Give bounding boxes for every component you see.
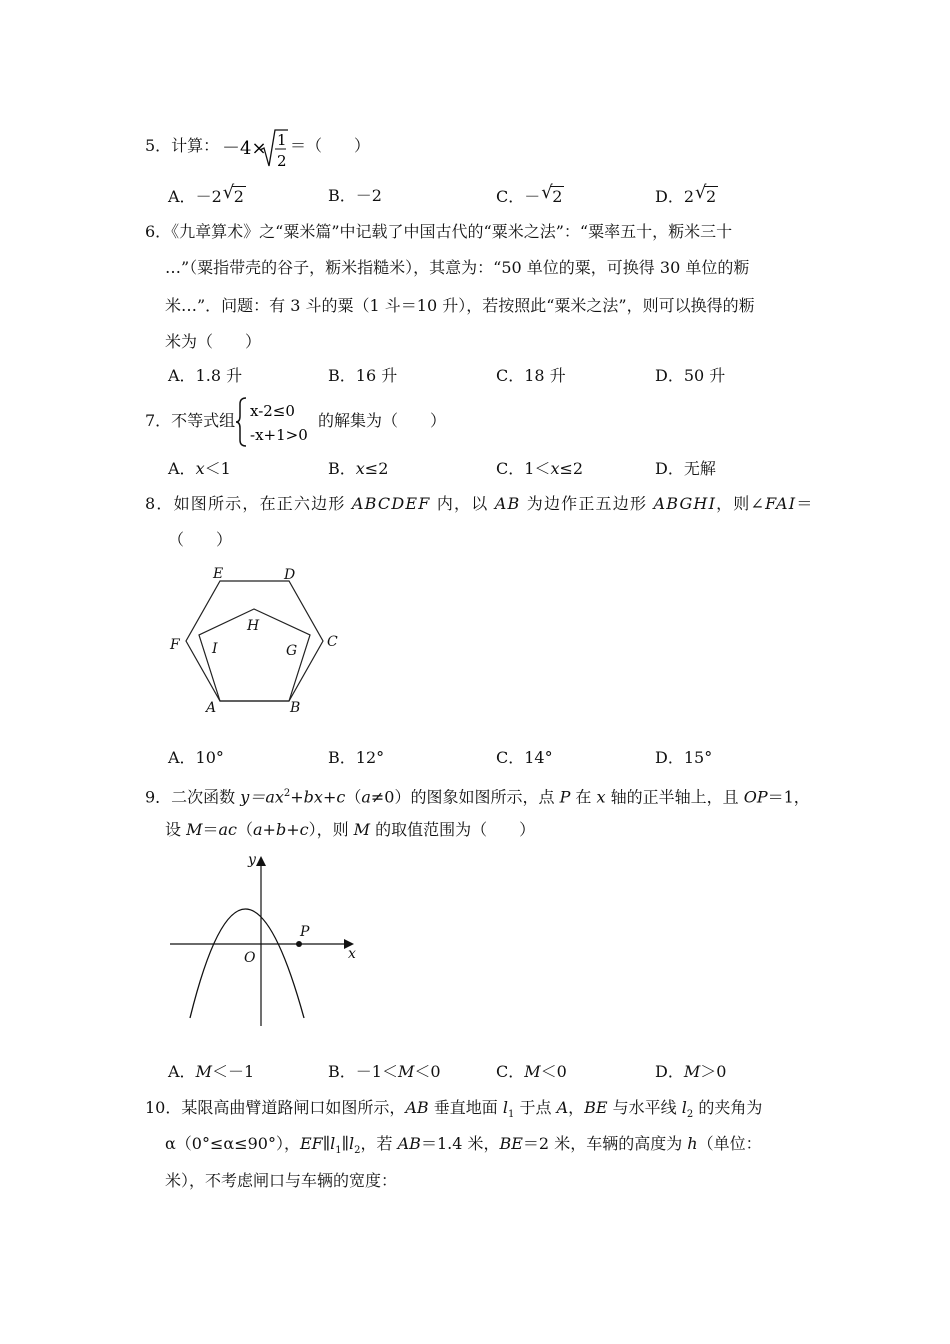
option-label: A． [168,459,196,478]
q5-frac-den: 2 [277,152,287,170]
q8-option-a[interactable] [168,748,224,768]
q10-text: α（0°≤α≤90°）， [165,1134,300,1153]
q10-subscript: 2 [354,1145,361,1157]
q10-text: 垂直地面 [428,1098,503,1117]
option-var: M [195,1062,212,1081]
q10-line-2 [165,1134,762,1161]
option-text: D．50 升 [655,366,726,385]
label-x: x [348,946,356,962]
sqrt-expression [695,182,718,207]
option-label: C． [496,1062,525,1081]
label-O: O [244,950,256,966]
q7-stem-suffix [318,411,446,431]
q8-text: 8．如图所示，在正六边形 [145,494,352,513]
q10-var: l [502,1098,508,1117]
q9-var: M [186,820,203,839]
q5-stem-suffix [290,136,370,156]
label-E: E [213,566,224,582]
option-label: D． [655,459,684,478]
q7-ineq-2: -x+1>0 [250,426,308,444]
q10-line-1 [145,1098,762,1125]
option-var: x [355,459,365,478]
radical-sign-icon: √ [695,182,707,203]
label-G: G [286,643,298,659]
label-F: F [170,637,180,653]
q9-var: x [596,787,606,807]
q6-line-4 [165,332,261,352]
q7-ineq-1: x-2≤0 [250,402,295,420]
q7-prefix: 7．不等式组 [145,411,236,430]
q10-var: l [681,1098,687,1117]
q10-text: 米），不考虑闸口与车辆的宽度： [165,1171,398,1190]
option-var: M [683,1062,701,1081]
option-rest: ＜1 [204,459,231,478]
q10-var: l [349,1134,355,1153]
q10-var: BE [499,1134,523,1153]
q8-option-c[interactable] [496,748,553,768]
q5-option-c[interactable] [496,182,564,207]
q10-var: BE [584,1098,608,1117]
option-rest: ＜－1 [211,1062,255,1081]
radicand: 2 [706,187,717,206]
q8-text: ，则∠ [716,494,766,513]
q10-text: ∥ [341,1134,350,1153]
q10-text: ＝2 米，车辆的高度为 [522,1134,688,1153]
q8-segment: AB [494,494,521,513]
q7-suffix: 的解集为（ ） [318,411,447,430]
q10-text: ，若 [360,1134,398,1153]
label-C: C [327,634,338,650]
q8-option-b[interactable] [328,748,384,768]
option-text: －2 [355,186,382,205]
option-label: A． [168,1062,196,1081]
q6-option-a[interactable] [168,366,242,386]
option-text: B．16 升 [328,366,398,385]
q7-option-d[interactable] [655,459,716,479]
option-text: C．14° [496,748,553,767]
option-text: A．10° [168,748,224,767]
label-D: D [284,567,296,583]
q9-var: OP [743,787,768,807]
q9-line-2 [165,820,535,840]
q10-text: 10．某限高曲臂道路闸口如图所示， [145,1098,406,1117]
q10-text: ∥ [322,1134,331,1153]
option-label: D． [655,1062,684,1081]
option-rest: 无解 [683,459,716,478]
q8-paren: （ ） [168,530,233,549]
q9-text: （ [237,820,254,839]
q7-option-c[interactable] [496,459,583,479]
option-rest: ＜0 [540,1062,567,1081]
option-text: A．1.8 升 [168,366,243,385]
q8-angle: FAI [765,494,797,513]
q9-text: 的取值范围为（ ） [370,820,536,839]
option-pre: －1＜ [355,1062,398,1081]
q9-exponent: 2 [283,788,291,799]
q10-var: A [556,1098,569,1117]
option-var: M [397,1062,415,1081]
q9-text: 轴的正半轴上，且 [605,787,744,807]
q5-frac-num: 1 [277,131,287,149]
radical-sign-icon: √ [541,182,553,203]
option-label: C． [496,459,525,478]
q8-text: ＝ [796,494,814,513]
q6-line-3 [165,296,755,316]
q10-var: h [687,1134,698,1153]
q9-text: 9．二次函数 [145,787,241,807]
label-P: P [300,924,310,940]
q10-line-3 [165,1171,397,1191]
option-text: D．15° [655,748,713,767]
q8-hexagon-name: ABCDEF [351,494,431,513]
label-I: I [212,641,218,657]
q10-text: （单位： [697,1134,762,1153]
option-label: B． [328,186,356,205]
q10-var: l [330,1134,336,1153]
q9-var: ac [218,820,237,839]
option-var: x [195,459,205,478]
q9-text: ＝1， [767,787,810,807]
q8-text: 内，以 [430,494,495,513]
q9-var: P [559,787,571,807]
q5-option-d[interactable] [655,182,718,207]
option-prefix: － [524,187,541,206]
radicand: 2 [552,187,563,206]
q6-text: 6．《九章算术》之“粟米篇”中记载了中国古代的“粟米之法”：“粟率五十，粝米三十 [145,222,733,241]
q9-line-1 [145,784,810,807]
option-var: M [524,1062,541,1081]
q9-var: a [361,787,371,807]
q10-var: EF [299,1134,323,1153]
q5-option-a[interactable] [168,182,246,207]
y-axis-arrow-icon [256,856,266,866]
q6-option-d[interactable] [655,366,725,386]
q8-line-2 [168,530,232,550]
q9-option-d[interactable] [655,1062,726,1082]
label-H: H [247,618,260,634]
option-var: x [550,459,560,478]
q9-var: a+b+c [253,820,309,839]
q7-option-b[interactable] [328,459,388,479]
label-B: B [290,700,301,716]
q10-text: 的夹角为 [693,1098,763,1117]
q6-option-c[interactable] [496,366,566,386]
q10-subscript: 1 [335,1145,342,1157]
option-label: D． [655,187,684,206]
q6-text: 米…”．问题：有 3 斗的粟（1 斗＝10 升），若按照此“粟米之法”，则可以换得的粝 [165,296,755,315]
q9-text: ＝ [202,820,219,839]
option-rest: ≤2 [364,459,389,478]
option-label: C． [496,187,525,206]
sqrt-expression [541,182,564,207]
q7-system [236,396,320,448]
q6-line-2 [165,258,749,278]
option-label: B． [328,1062,356,1081]
q9-text: 在 [570,787,597,807]
option-prefix: 2 [683,187,695,206]
q9-text: ≠0）的图象如图所示，点 [370,787,560,807]
q10-subscript: 1 [508,1109,515,1121]
q5-option-b[interactable] [328,186,382,206]
q5-prefix: 5．计算： [145,136,220,155]
q5-stem [145,136,219,156]
radical-sign-icon: √ [222,182,235,203]
q8-hexagon-pentagon-svg [164,560,354,720]
q9-text: 设 [165,820,187,839]
label-y: y [248,852,256,868]
q9-text: （ [345,787,362,807]
q9-var: M [353,820,371,839]
q6-line-1 [145,222,732,242]
q6-text: 米为（ ） [165,332,262,351]
point-p-marker [296,941,302,947]
q10-var: AB [405,1098,429,1117]
q7-option-a[interactable] [168,459,231,479]
q8-figure [164,560,354,720]
option-text: C．18 升 [496,366,566,385]
left-brace-icon [236,398,246,446]
q9-option-a[interactable] [168,1062,254,1082]
option-text: B．12° [328,748,385,767]
q5-suffix: ＝（ ） [290,136,371,155]
option-rest: ≤2 [559,459,584,478]
q7-system-svg [236,396,320,448]
q10-text: 与水平线 [607,1098,682,1117]
q9-figure [164,850,364,1030]
option-label: A． [168,187,196,206]
q10-subscript: 2 [686,1109,694,1121]
q8-pentagon-name: ABGHI [653,494,717,513]
sqrt-expression [222,182,246,207]
q9-option-c[interactable] [496,1062,567,1082]
q5-coefficient: －4× [222,138,267,159]
q8-line-1 [145,494,814,514]
option-label: B． [328,459,356,478]
q7-stem-prefix [145,411,235,431]
q9-parabola-svg [164,850,364,1030]
option-rest: ＞0 [700,1062,727,1081]
q6-option-b[interactable] [328,366,397,386]
q9-func: +bx+c [290,787,346,807]
q10-var: AB [397,1134,421,1153]
q9-option-b[interactable] [328,1062,441,1082]
q9-func: y＝ax [240,787,284,807]
q8-text: 为边作正五边形 [520,494,654,513]
option-pre: 1＜ [524,459,551,478]
q8-option-d[interactable] [655,748,712,768]
option-rest: ＜0 [414,1062,441,1081]
q9-text: ），则 [308,820,354,839]
radicand: 2 [233,187,244,206]
q6-text: …”（粟指带壳的谷子，粝米指糙米），其意为：“50 单位的粟，可换得 30 单位的粝 [165,258,750,277]
label-A: A [206,700,217,716]
q10-text: ， [568,1098,585,1117]
q10-text: ＝1.4 米， [420,1134,500,1153]
hexagon-shape [186,581,323,701]
q10-text: 于点 [514,1098,557,1117]
option-prefix: －2 [195,187,222,206]
